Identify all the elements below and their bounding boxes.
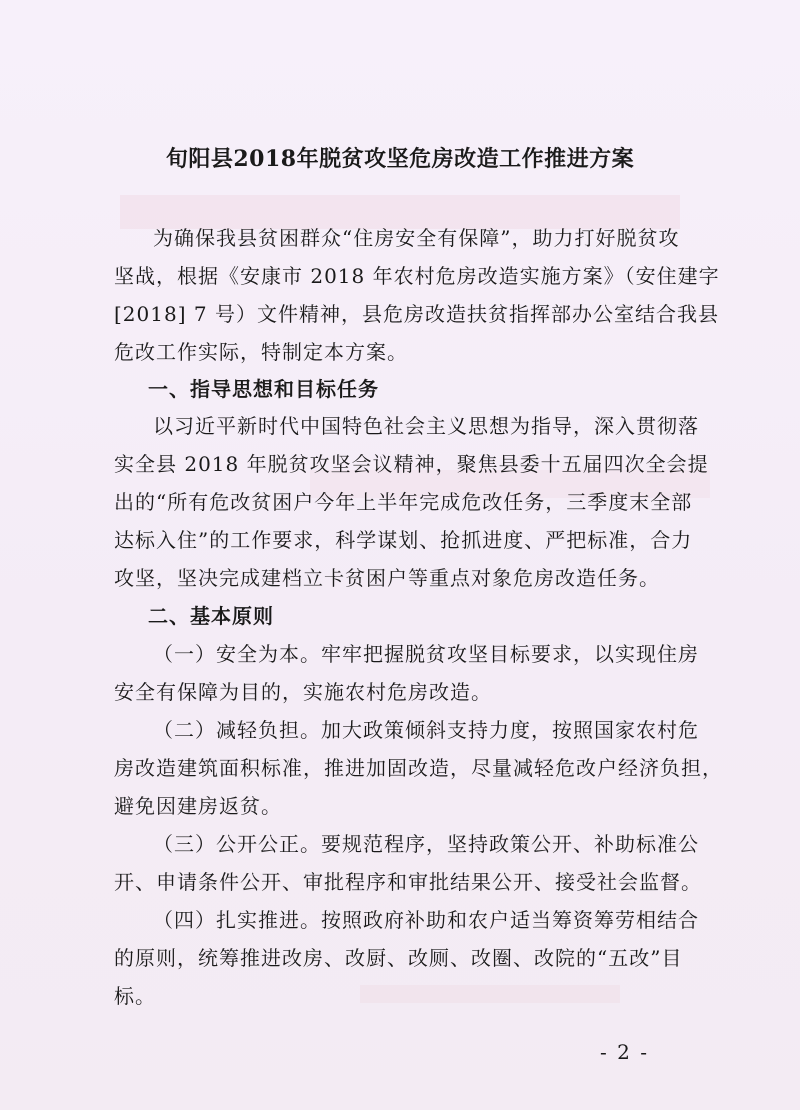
principle1-line: （一）安全为本。牢牢把握脱贫攻坚目标要求，以实现住房 [153, 642, 699, 666]
intro-line: 坚战，根据《安康市 2018 年农村危房改造实施方案》（安住建字 [114, 264, 720, 288]
section-heading: 二、基本原则 [148, 604, 274, 628]
principle2-line: 房改造建筑面积标准，推进加固改造，尽量减轻危改户经济负担， [114, 756, 723, 780]
intro-line: 为确保我县贫困群众“住房安全有保障”，助力打好脱贫攻 [153, 226, 680, 250]
principle4-line: 的原则，统筹推进改房、改厨、改厕、改圈、改院的“五改”目 [114, 946, 683, 970]
page-number: - 2 - [600, 1040, 649, 1064]
principle4-line: （四）扎实推进。按照政府补助和农户适当筹资筹劳相结合 [153, 908, 699, 932]
section1-line: 以习近平新时代中国特色社会主义思想为指导，深入贯彻落 [153, 414, 699, 438]
principle2-line: （二）减轻负担。加大政策倾斜支持力度，按照国家农村危 [153, 718, 699, 742]
section1-line: 实全县 2018 年脱贫攻坚会议精神，聚焦县委十五届四次全会提 [114, 452, 709, 476]
bleed-through-band [360, 985, 620, 1003]
principle4-line: 标。 [114, 984, 156, 1008]
section1-line: 达标入住”的工作要求，科学谋划、抢抓进度、严把标准，合力 [114, 528, 693, 552]
section1-line: 攻坚，坚决完成建档立卡贫困户等重点对象危房改造任务。 [114, 566, 660, 590]
principle2-line: 避免因建房返贫。 [114, 794, 282, 818]
document-title: 旬阳县2018年脱贫攻坚危房改造工作推进方案 [165, 146, 635, 172]
principle1-line: 安全有保障为目的，实施农村危房改造。 [114, 680, 492, 704]
section1-line: 出的“所有危改贫困户今年上半年完成危改任务，三季度末全部 [114, 490, 693, 514]
section-heading: 一、指导思想和目标任务 [148, 377, 379, 401]
principle3-line: 开、申请条件公开、审批程序和审批结果公开、接受社会监督。 [114, 870, 702, 894]
intro-line: [2018] 7 号）文件精神，县危房改造扶贫指挥部办公室结合我县 [114, 302, 719, 326]
intro-line: 危改工作实际，特制定本方案。 [114, 340, 408, 364]
principle3-line: （三）公开公正。要规范程序，坚持政策公开、补助标准公 [153, 832, 699, 856]
